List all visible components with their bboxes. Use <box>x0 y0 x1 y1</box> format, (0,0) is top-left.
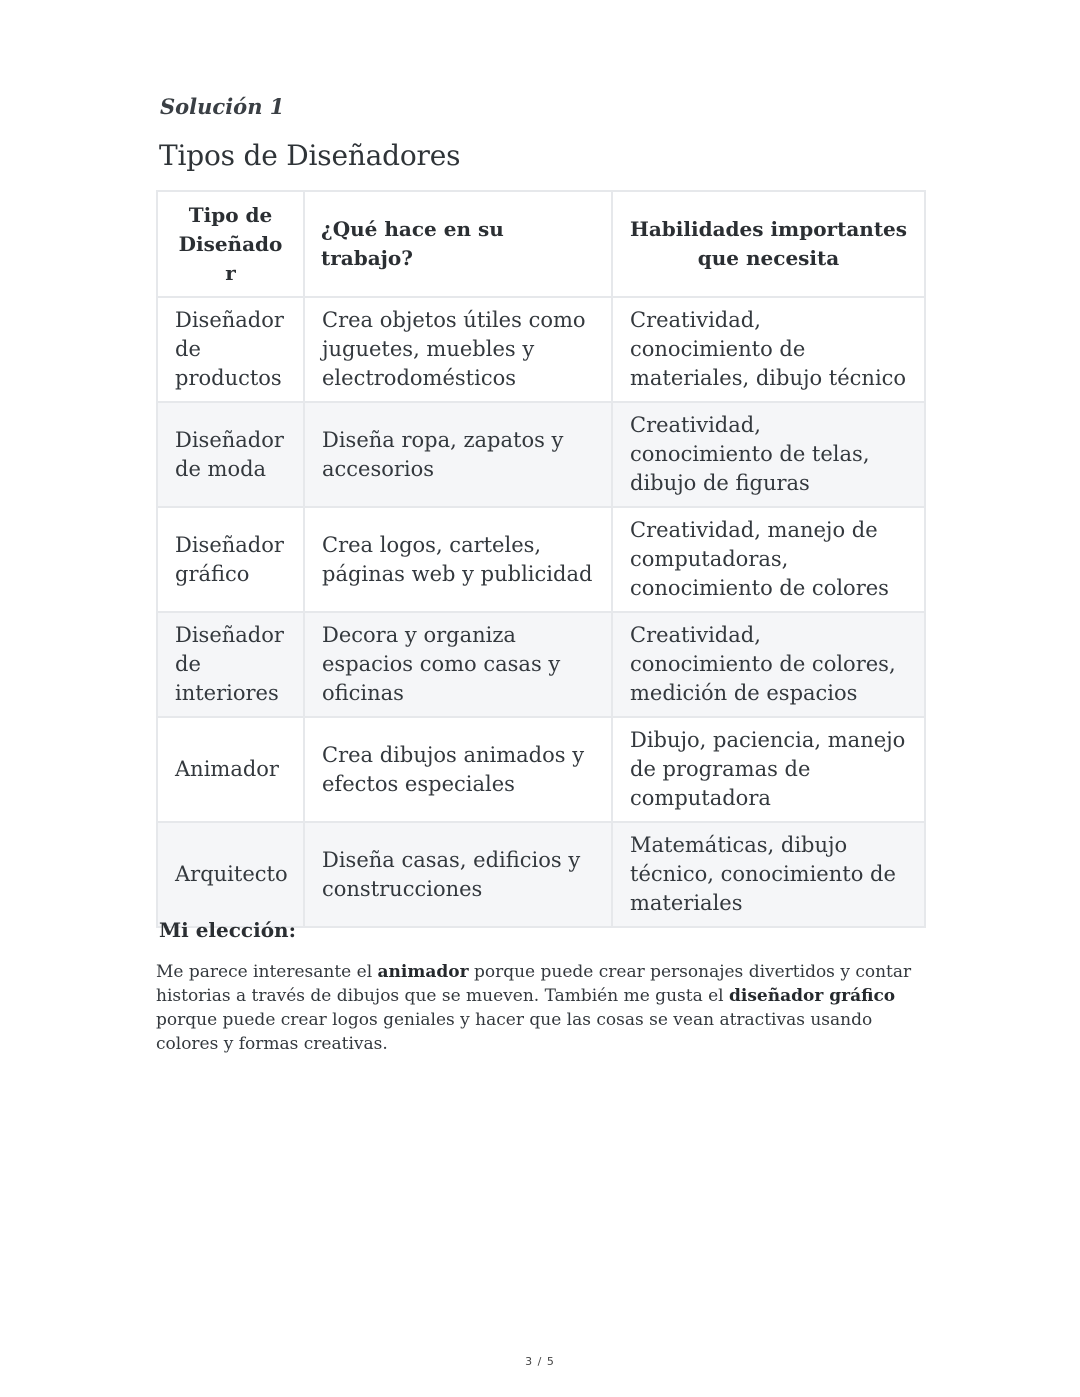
paragraph-text: Me parece interesante el <box>156 962 378 982</box>
page-title: Tipos de Diseñadores <box>159 139 461 172</box>
table-row <box>157 612 925 717</box>
header-designer-type: Tipo de Diseñado r <box>157 191 304 297</box>
paragraph-text: porque puede crear personajes divertidos y contar historias a través de dibujos que se mueven. También me gusta el <box>156 962 912 1006</box>
choice-heading: Mi elección: <box>159 918 296 942</box>
cell-skills: Creatividad, manejo de computadoras, conocimiento de colores <box>612 507 925 612</box>
table-row <box>157 507 925 612</box>
page-number: 3 / 5 <box>525 1355 555 1368</box>
choice-paragraph <box>156 960 936 1056</box>
cell-designer-type: Arquitecto <box>157 822 304 927</box>
cell-skills: Creatividad, conocimiento de colores, medición de espacios <box>612 612 925 717</box>
table-row <box>157 717 925 822</box>
cell-designer-type: Diseñador gráfico <box>157 507 304 612</box>
cell-job-description: Crea logos, carteles, páginas web y publicidad <box>304 507 612 612</box>
cell-designer-type: Diseñador de interiores <box>157 612 304 717</box>
paragraph-text: porque puede crear logos geniales y hacer que las cosas se vean atractivas usando colores y formas creativas. <box>156 1010 873 1054</box>
cell-designer-type: Animador <box>157 717 304 822</box>
table-row <box>157 297 925 402</box>
emphasis-animator: animador <box>377 962 469 982</box>
solution-label: Solución 1 <box>160 94 285 119</box>
cell-job-description: Decora y organiza espacios como casas y oficinas <box>304 612 612 717</box>
cell-job-description: Crea dibujos animados y efectos especiales <box>304 717 612 822</box>
cell-job-description: Diseña casas, edificios y construcciones <box>304 822 612 927</box>
cell-job-description: Crea objetos útiles como juguetes, muebles y electrodomésticos <box>304 297 612 402</box>
cell-skills: Creatividad, conocimiento de materiales, dibujo técnico <box>612 297 925 402</box>
cell-designer-type: Diseñador de productos <box>157 297 304 402</box>
table-row <box>157 402 925 507</box>
emphasis-graphic-designer: diseñador gráfico <box>729 986 896 1006</box>
cell-designer-type: Diseñador de moda <box>157 402 304 507</box>
header-job-description: ¿Qué hace en su trabajo? <box>304 191 612 297</box>
cell-skills: Matemáticas, dibujo técnico, conocimiento de materiales <box>612 822 925 927</box>
designers-table <box>156 190 926 928</box>
cell-skills: Creatividad, conocimiento de telas, dibujo de figuras <box>612 402 925 507</box>
header-skills: Habilidades importantes que necesita <box>612 191 925 297</box>
cell-skills: Dibujo, paciencia, manejo de programas de computadora <box>612 717 925 822</box>
cell-job-description: Diseña ropa, zapatos y accesorios <box>304 402 612 507</box>
table-header-row <box>157 191 925 297</box>
table-row <box>157 822 925 927</box>
